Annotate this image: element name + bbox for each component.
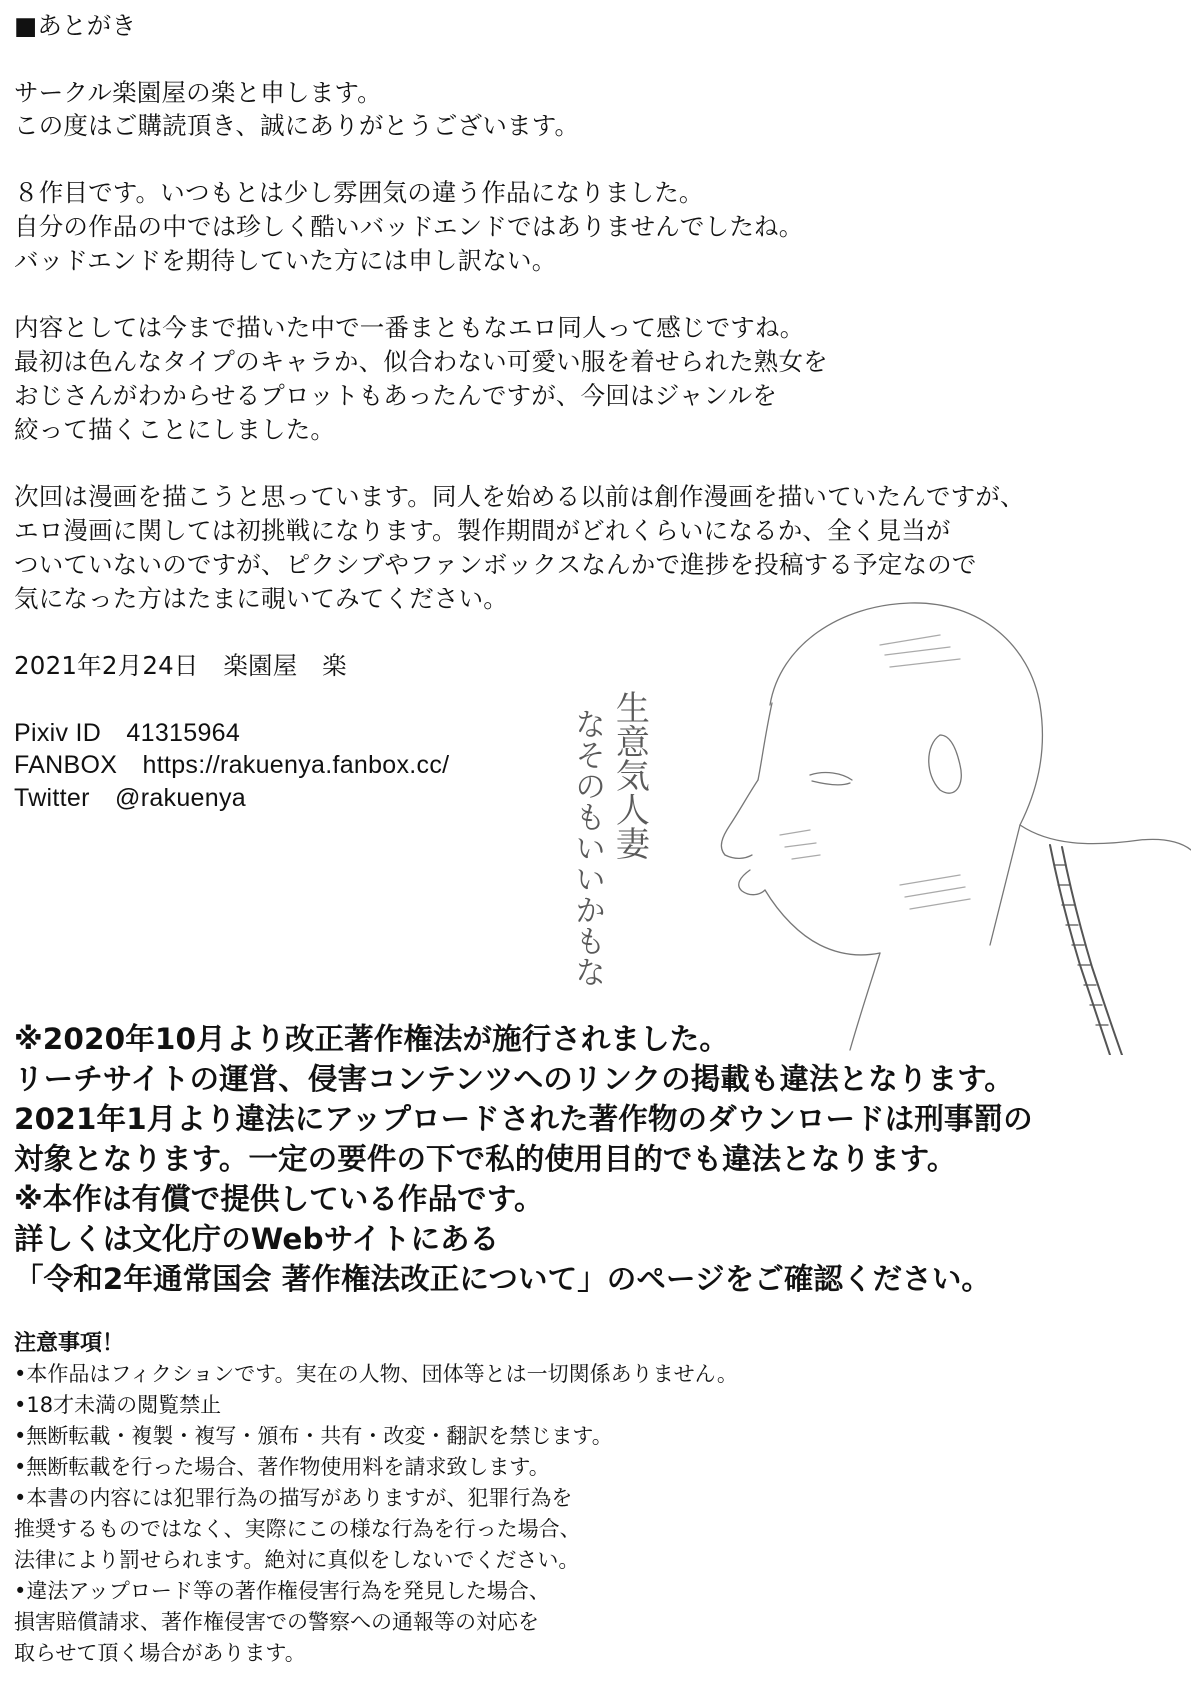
para2-line: おじさんがわからせるプロットもあったんですが、今回はジャンルを xyxy=(14,381,778,410)
copyright-notice-line: ※2020年10月より改正著作権法が施行されました。 xyxy=(14,1022,729,1056)
notes-item: 損害賠償請求、著作権侵害での警察への通報等の対応を xyxy=(14,1610,539,1634)
notes-item: 推奨するものではなく、実際にこの様な行為を行った場合、 xyxy=(14,1517,581,1541)
notes-item: 法律により罰せられます。絶対に真似をしないでください。 xyxy=(14,1548,580,1572)
sketch-ear xyxy=(929,735,962,793)
notes-item: •18才未満の閲覧禁止 xyxy=(14,1393,222,1417)
copyright-notice-line: 対象となります。一定の要件の下で私的使用目的でも違法となります。 xyxy=(14,1142,957,1176)
para1-line: ８作目です。いつもとは少し雰囲気の違う作品になりました。 xyxy=(14,178,704,207)
sketch-shoulder xyxy=(1020,825,1191,850)
para3-line: ついていないのですが、ピクシブやファンボックスなんかで進捗を投稿する予定なので xyxy=(14,550,977,579)
notes-item: •無断転載・複製・複写・頒布・共有・改変・翻訳を禁じます。 xyxy=(14,1424,613,1448)
sketch-chain xyxy=(1050,845,1110,1055)
copyright-notice-line: リーチサイトの運営、侵害コンテンツへのリンクの掲載も違法となります。 xyxy=(14,1062,1014,1096)
sketch-caption-line: 生意気人妻 xyxy=(609,690,650,860)
para3-line: 気になった方はたまに覗いてみてください。 xyxy=(14,584,508,613)
notes-item: 取らせて頂く場合があります。 xyxy=(14,1641,306,1665)
signature-date: 2021年2月24日 楽園屋 楽 xyxy=(14,651,347,680)
para2-line: 最初は色んなタイプのキャラか、似合わない可愛い服を着せられた熟女を xyxy=(14,347,828,376)
para3-line: 次回は漫画を描こうと思っています。同人を始める以前は創作漫画を描いていたんですが、 xyxy=(14,482,1025,511)
intro-line: この度はご購読頂き、誠にありがとうございます。 xyxy=(14,111,580,140)
notes-item: •本書の内容には犯罪行為の描写がありますが、犯罪行為を xyxy=(14,1486,573,1510)
sketch-eye xyxy=(810,773,852,780)
para2-line: 絞って描くことにしました。 xyxy=(14,415,336,444)
sketch-illustration xyxy=(580,585,1191,1055)
notes-item: •無断転載を行った場合、著作物使用料を請求致します。 xyxy=(14,1455,550,1479)
sketch-caption-line: なそのもいいかもな xyxy=(569,708,606,987)
pixiv-id: Pixiv ID 41315964 xyxy=(14,719,241,747)
afterword-heading: ■あとがき xyxy=(14,11,137,40)
para1-line: バッドエンドを期待していた方には申し訳ない。 xyxy=(14,246,557,275)
sketch-head-outline xyxy=(770,603,1042,825)
para1-line: 自分の作品の中では珍しく酷いバッドエンドではありませんでしたね。 xyxy=(14,212,804,241)
copyright-notice-line: ※本作は有償で提供している作品です。 xyxy=(14,1182,544,1216)
para3-line: エロ漫画に関しては初挑戦になります。製作期間がどれくらいになるか、全く見当が xyxy=(14,516,951,545)
sketch-neck xyxy=(850,953,880,1050)
intro-line: サークル楽園屋の楽と申します。 xyxy=(14,78,382,107)
sketch-nose xyxy=(721,780,758,855)
sketch-mouth xyxy=(739,870,765,895)
para2-line: 内容としては今まで描いた中で一番まともなエロ同人って感じですね。 xyxy=(14,313,805,342)
twitter-handle: Twitter @rakuenya xyxy=(14,784,246,812)
copyright-notice-line: 2021年1月より違法にアップロードされた著作物のダウンロードは刑事罰の xyxy=(14,1102,1033,1136)
fanbox-url: FANBOX https://rakuenya.fanbox.cc/ xyxy=(14,751,450,779)
notes-title: 注意事項！ xyxy=(14,1331,125,1356)
copyright-notice-line: 「令和2年通常国会 著作権法改正について」のページをご確認ください。 xyxy=(14,1262,992,1296)
copyright-notice-line: 詳しくは文化庁のWebサイトにある xyxy=(14,1222,500,1256)
notes-item: •違法アップロード等の著作権侵害行為を発見した場合、 xyxy=(14,1579,550,1603)
notes-item: •本作品はフィクションです。実在の人物、団体等とは一切関係ありません。 xyxy=(14,1362,738,1386)
